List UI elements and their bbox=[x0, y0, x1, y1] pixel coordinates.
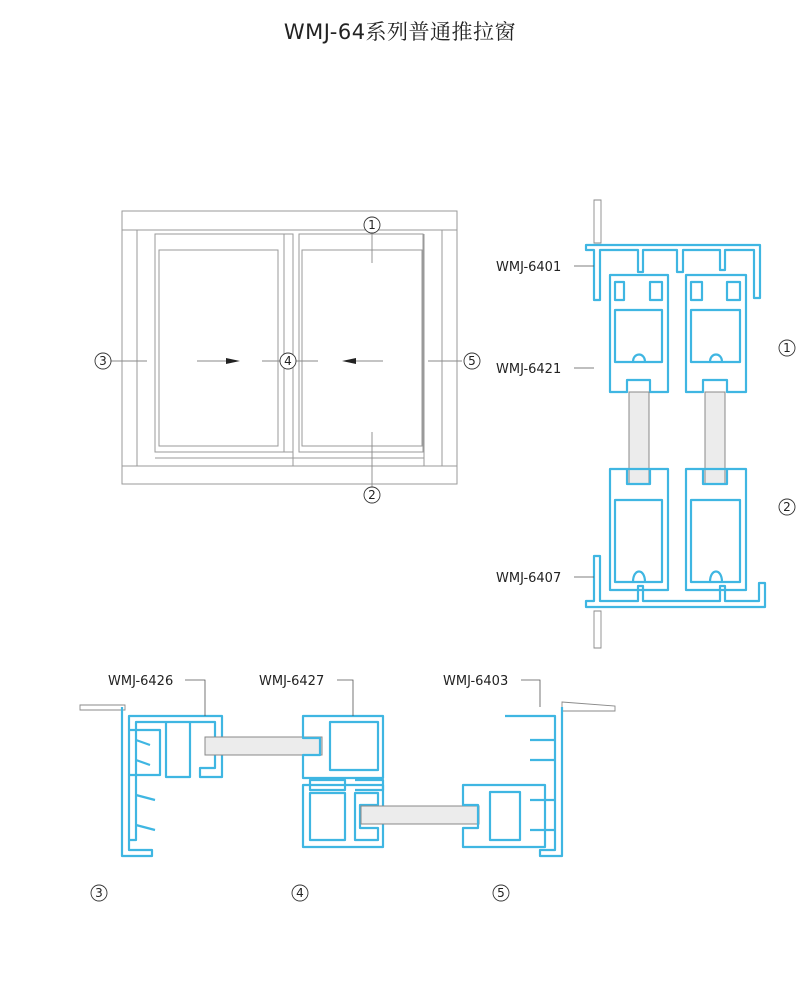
left-sash bbox=[155, 234, 293, 452]
horizontal_section-labels-1-text: WMJ-6427 bbox=[259, 674, 325, 689]
elevation-markers-2-text: 3 bbox=[99, 354, 107, 368]
vertical_section-labels-0-text: WMJ-6401 bbox=[496, 260, 562, 275]
page-title: WMJ-64系列普通推拉窗 bbox=[283, 20, 517, 44]
arrow-left-icon bbox=[342, 358, 356, 364]
horizontal-section bbox=[80, 674, 615, 901]
vertical_section-labels-2-text: WMJ-6407 bbox=[496, 571, 562, 586]
left-glass bbox=[159, 250, 278, 446]
horizontal_section-labels-2-text: WMJ-6403 bbox=[443, 674, 509, 689]
window-elevation bbox=[95, 211, 480, 503]
glass-horizontal-left bbox=[205, 737, 322, 755]
profile-wmj-6401 bbox=[586, 245, 760, 300]
right-sash bbox=[299, 234, 423, 452]
right-glass bbox=[302, 250, 422, 446]
inner-frame bbox=[137, 230, 442, 466]
horizontal_section-labels-0-text: WMJ-6426 bbox=[108, 674, 174, 689]
elevation-markers-3-text: 4 bbox=[284, 354, 292, 368]
arrow-right-icon bbox=[226, 358, 240, 364]
glass-right bbox=[705, 392, 725, 484]
sash-top-left bbox=[610, 275, 668, 392]
glass-left bbox=[629, 392, 649, 484]
profile-wmj-6403 bbox=[505, 707, 562, 856]
vertical_section-markers-1-text: 2 bbox=[783, 500, 791, 514]
glass-horizontal-right bbox=[361, 806, 479, 824]
vertical-section bbox=[496, 200, 795, 648]
vertical_section-labels-1-text: WMJ-6421 bbox=[496, 362, 562, 377]
vertical_section-markers-0-text: 1 bbox=[783, 341, 791, 355]
horizontal_section-markers-0-text: 3 bbox=[95, 886, 103, 900]
elevation-markers-4-text: 5 bbox=[468, 354, 476, 368]
sash-top-right bbox=[686, 275, 746, 392]
elevation-markers-0-text: 1 bbox=[368, 218, 376, 232]
outer-frame bbox=[122, 211, 457, 484]
elevation-markers-1-text: 2 bbox=[368, 488, 376, 502]
horizontal_section-markers-2-text: 5 bbox=[497, 886, 505, 900]
horizontal_section-markers-1-text: 4 bbox=[296, 886, 304, 900]
